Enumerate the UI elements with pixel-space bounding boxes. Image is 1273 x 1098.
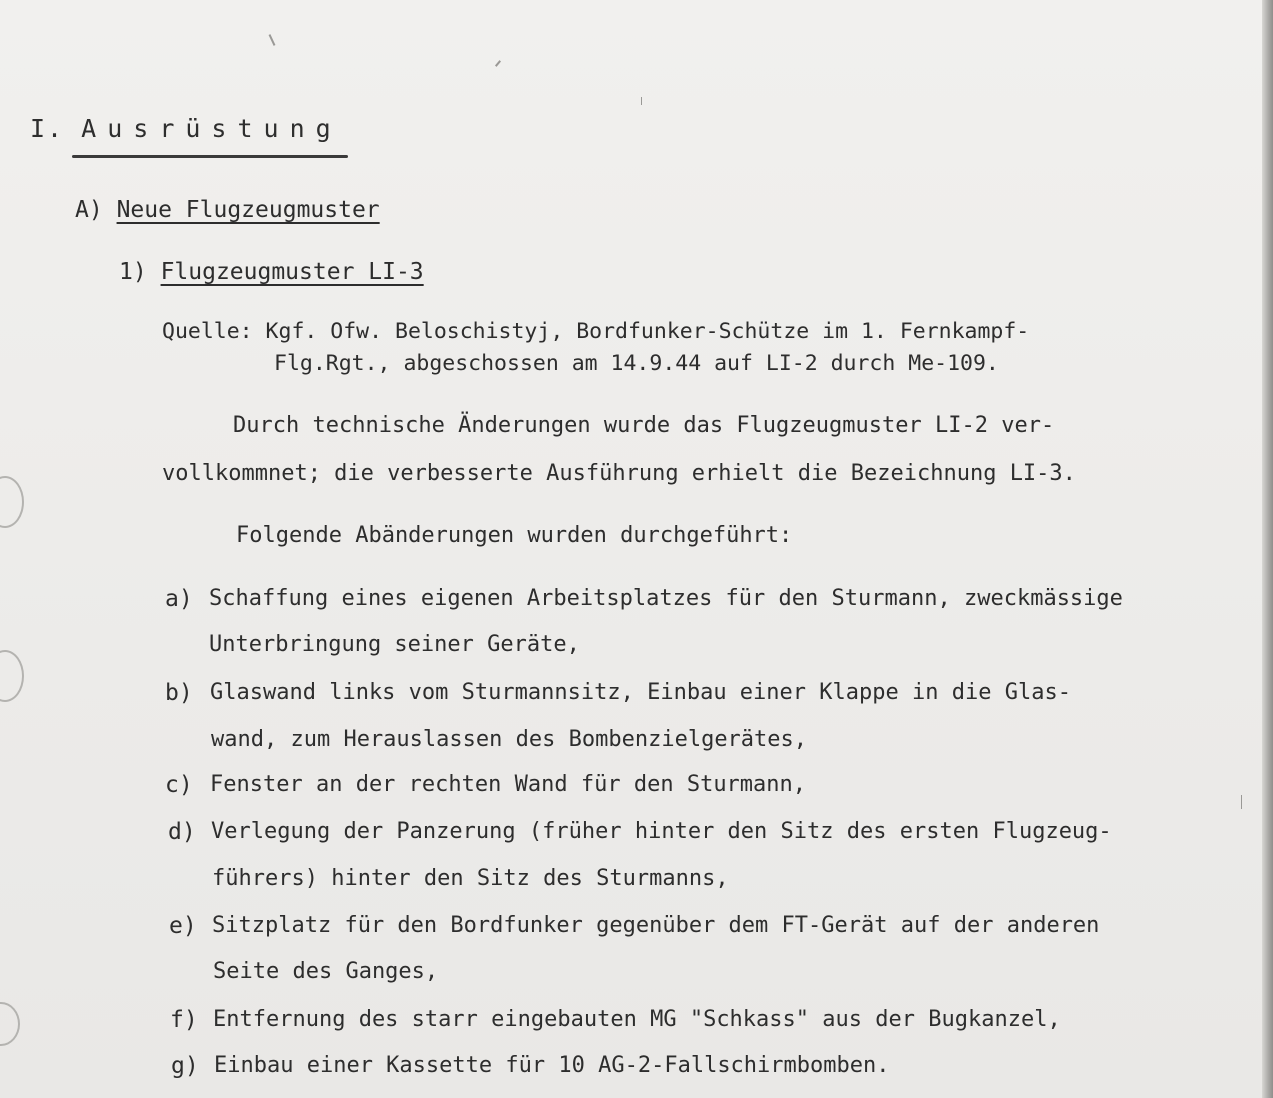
section-a-marker: A) <box>75 197 103 223</box>
subsection-1-title: Flugzeugmuster LI-3 <box>160 259 424 285</box>
paper-speck <box>495 60 501 67</box>
list-item-line: führers) hinter den Sitz des Sturmanns, <box>212 866 729 891</box>
list-item-marker: c) <box>165 772 193 798</box>
subsection-1-marker: 1) <box>119 259 147 285</box>
heading-title: Ausrüstung <box>81 114 342 143</box>
section-a <box>75 196 380 224</box>
list-item-line: Sitzplatz für den Bordfunker gegenüber dem FT-Gerät auf der anderen <box>212 913 1100 938</box>
list-item-marker: f) <box>170 1007 198 1033</box>
list-item-line: wand, zum Herauslassen des Bombenzielgerätes, <box>211 727 808 752</box>
paper-speck <box>1241 795 1242 809</box>
list-item-line: Fenster an der rechten Wand für den Sturmann, <box>210 772 807 797</box>
page-edge-shadow <box>1262 0 1273 1098</box>
list-item-line: Schaffung eines eigenen Arbeitsplatzes für den Sturmann, zweckmässige <box>209 586 1123 611</box>
source-line-1: Quelle: Kgf. Ofw. Beloschistyj, Bordfunker-Schütze im 1. Fernkampf- <box>162 319 1030 344</box>
source-line-2: Flg.Rgt., abgeschossen am 14.9.44 auf LI-2 durch Me-109. <box>274 351 999 376</box>
punch-hole-mark <box>0 650 24 702</box>
heading-number: I. <box>30 114 65 143</box>
paragraph-1-line-2: vollkommnet; die verbesserte Ausführung erhielt die Bezeichnung LI-3. <box>162 461 1076 486</box>
section-a-title: Neue Flugzeugmuster <box>116 197 380 223</box>
list-item-line: Glaswand links vom Sturmannsitz, Einbau einer Klappe in die Glas- <box>210 680 1071 705</box>
list-item-marker: a) <box>165 586 193 612</box>
list-item-line: Einbau einer Kassette für 10 AG-2-Fallschirmbomben. <box>214 1053 890 1078</box>
list-item-line: Verlegung der Panzerung (früher hinter den Sitz des ersten Flugzeug- <box>211 819 1112 844</box>
list-item-line: Entfernung des starr eingebauten MG "Schkass" aus der Bugkanzel, <box>213 1007 1061 1032</box>
list-item-line: Unterbringung seiner Geräte, <box>209 632 580 657</box>
list-item-line: Seite des Ganges, <box>213 959 439 984</box>
list-item-marker: g) <box>171 1053 199 1079</box>
section-heading <box>30 114 342 143</box>
list-item-marker: d) <box>168 819 196 845</box>
list-item-marker: b) <box>165 680 193 706</box>
paragraph-1-line-1: Durch technische Änderungen wurde das Flugzeugmuster LI-2 ver- <box>233 413 1055 438</box>
subsection-1 <box>119 258 424 286</box>
paper-speck <box>641 97 642 105</box>
paragraph-2: Folgende Abänderungen wurden durchgeführt: <box>236 523 793 548</box>
paper-speck <box>269 34 276 46</box>
heading-underline <box>72 155 348 158</box>
punch-hole-mark <box>0 476 24 528</box>
punch-hole-mark <box>0 1002 20 1046</box>
list-item-marker: e) <box>169 913 197 939</box>
